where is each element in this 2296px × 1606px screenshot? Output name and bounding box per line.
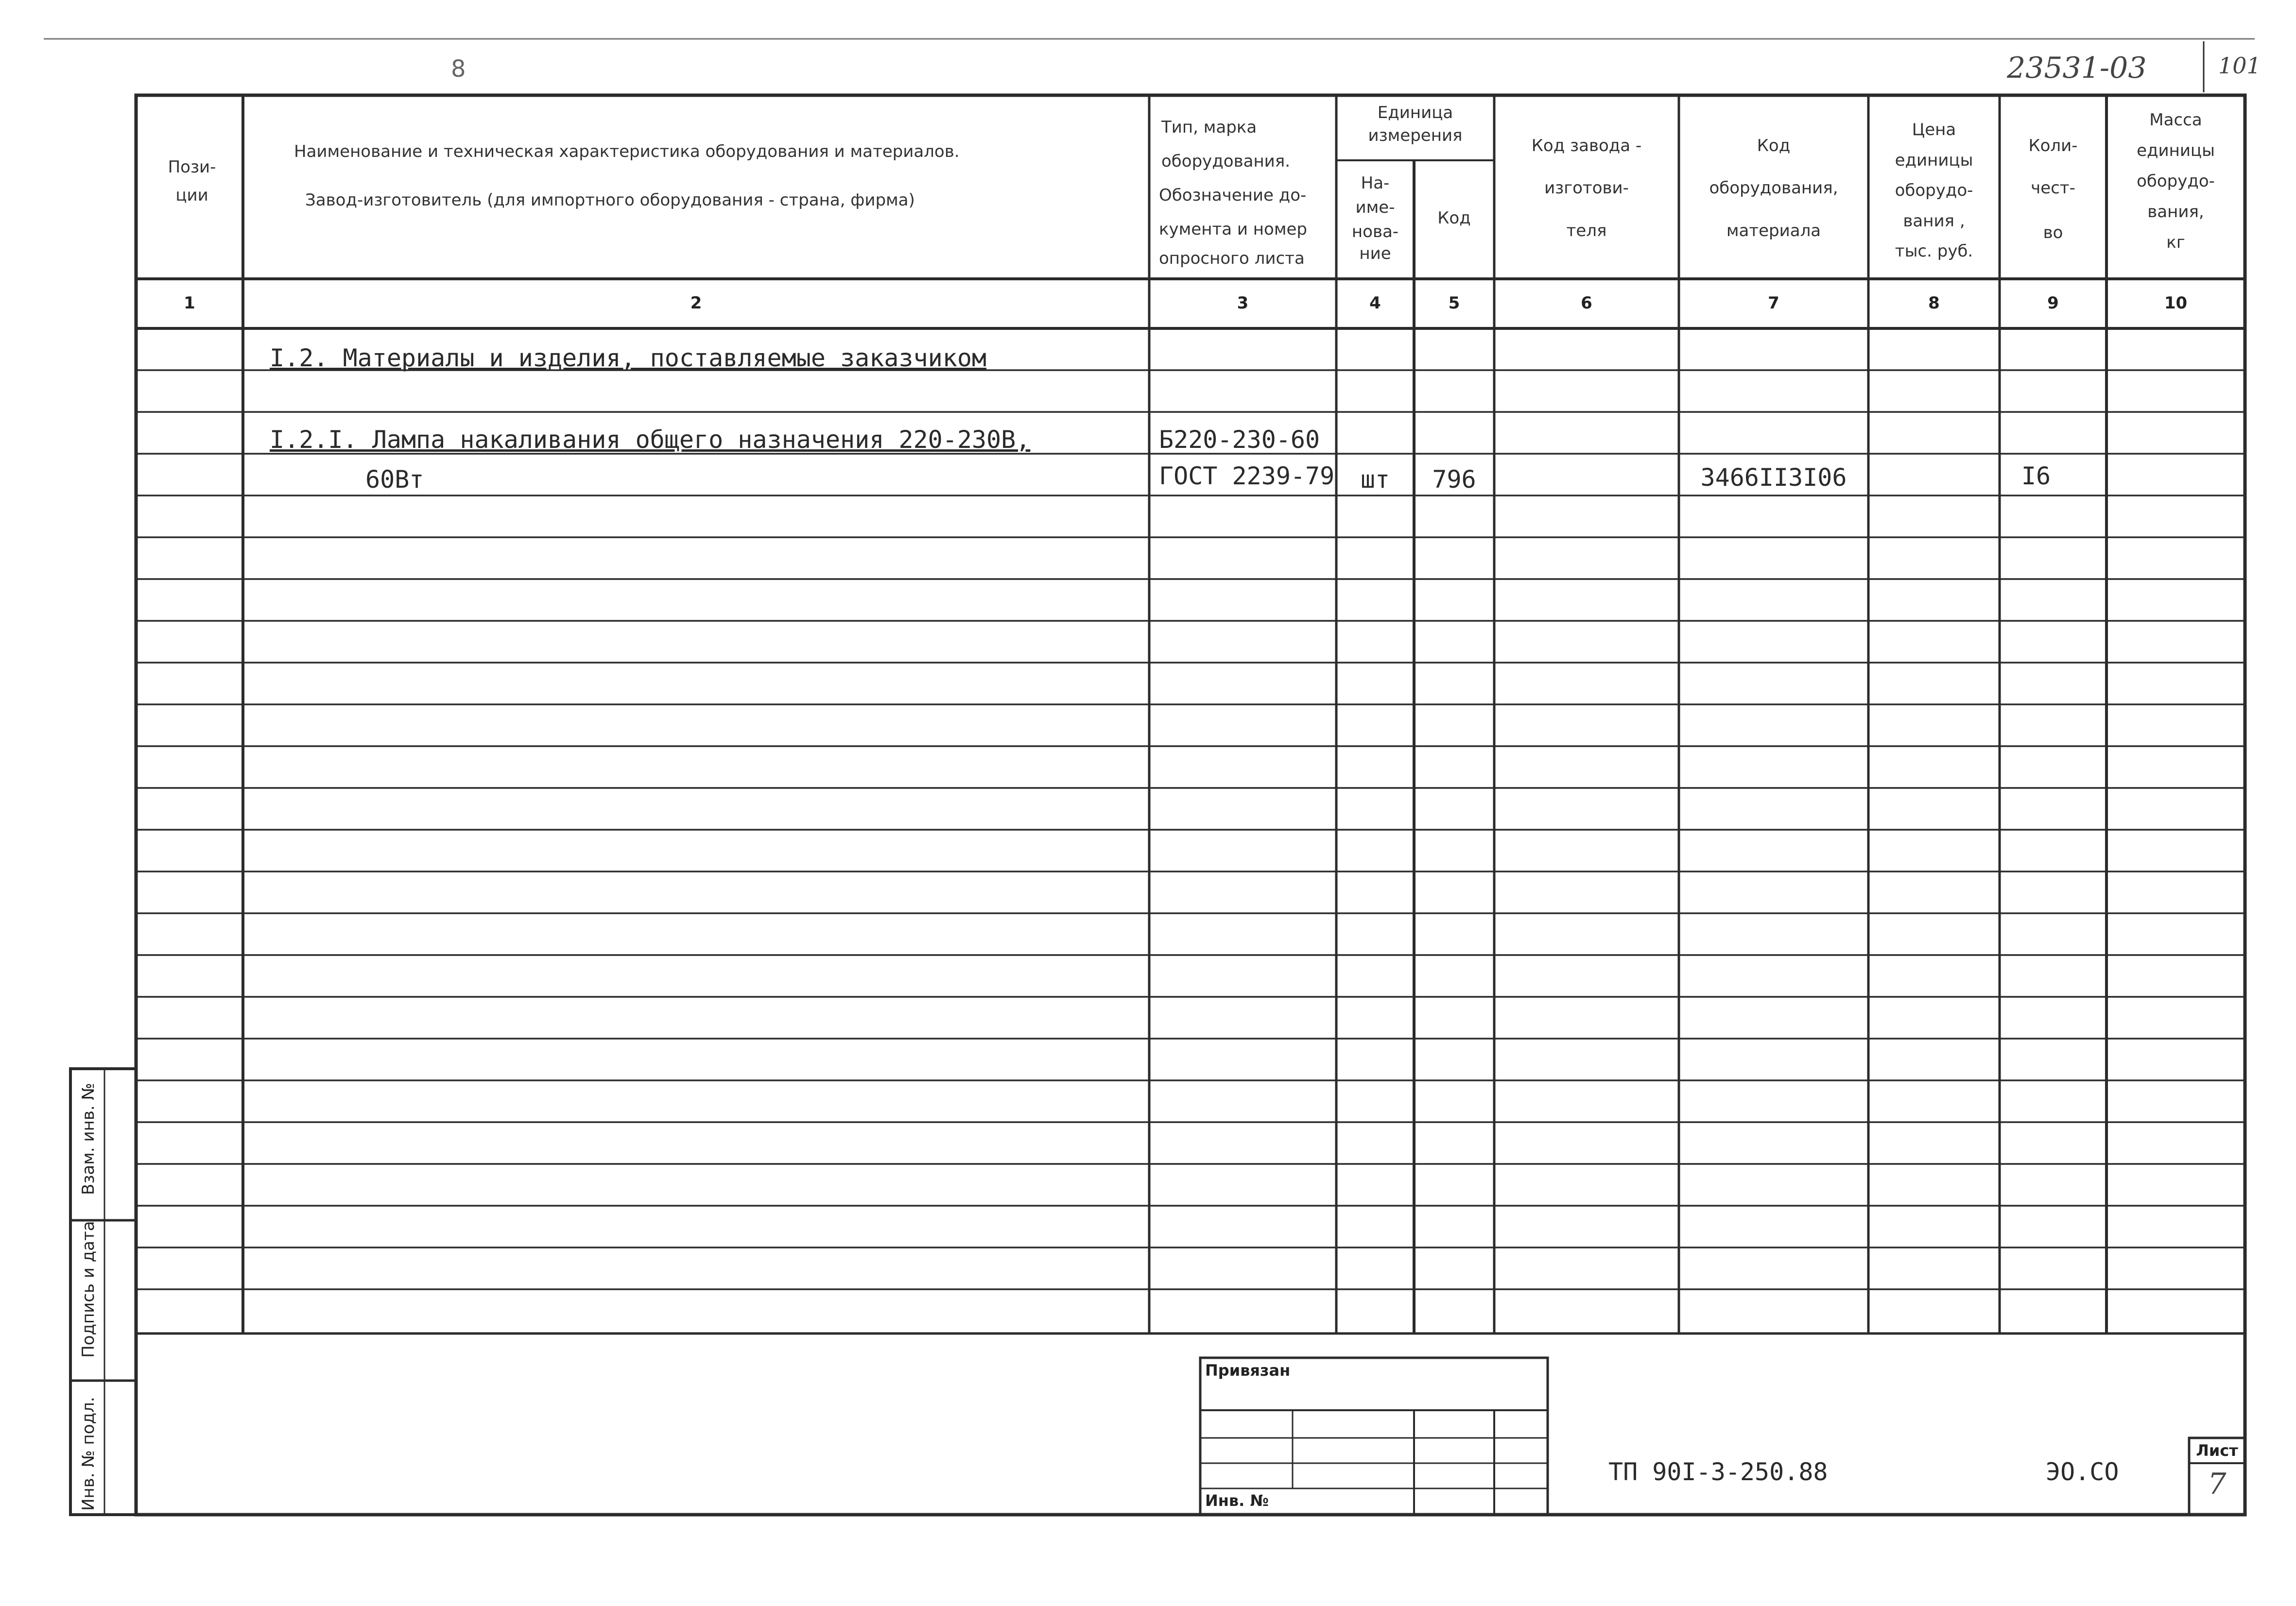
header-col2-line2: Завод-изготовитель (для импортного оборудования - страна, фирма): [305, 190, 915, 210]
header-col10-l2: единицы: [2137, 141, 2215, 160]
page-number: 8: [451, 55, 466, 83]
header-col4-l3: нова-: [1351, 222, 1399, 241]
header-col8-l1: Цена: [1912, 120, 1956, 139]
item-material-code: 3466II3I06: [1700, 463, 1847, 492]
column-number-4: 4: [1369, 293, 1381, 313]
column-number-1: 1: [184, 293, 195, 313]
header-col1: Пози- ции: [168, 157, 216, 205]
header-col3-l5: опросного листа: [1159, 249, 1305, 268]
item-quantity: I6: [2021, 462, 2051, 490]
header-col7-l2: оборудования,: [1709, 178, 1838, 198]
header-col7-l1: Код: [1757, 136, 1791, 155]
header-col6-l3: теля: [1566, 221, 1607, 240]
header-col10-l4: вания,: [2147, 202, 2204, 222]
column-number-2: 2: [690, 293, 702, 313]
header-col4-l2: име-: [1355, 198, 1395, 217]
side-label-inv-podl: Инв. № подл.: [79, 1397, 98, 1511]
item-type-line1: Б220-230-60: [1159, 426, 1320, 454]
header-col3-l4: кумента и номер: [1159, 220, 1307, 239]
sheet-number: 7: [2208, 1467, 2227, 1501]
stamp-inv-no: Инв. №: [1205, 1491, 1269, 1510]
header-col10-l3: оборудо-: [2137, 171, 2215, 191]
column-number-10: 10: [2164, 293, 2188, 313]
header-col10-l1: Масса: [2149, 110, 2202, 130]
header-col7-l3: материала: [1726, 221, 1821, 240]
header-col3-l2: оборудования.: [1161, 152, 1291, 171]
header-unit-l2: измерения: [1368, 126, 1463, 145]
header-col9-l3: во: [2043, 223, 2063, 242]
project-code: ТП 90I-3-250.88: [1608, 1458, 1828, 1486]
column-number-7: 7: [1768, 293, 1779, 313]
side-label-vzam: Взам. инв. №: [79, 1083, 98, 1195]
sheet-label: Лист: [2196, 1441, 2238, 1460]
header-col3-l3: Обозначение до-: [1159, 186, 1307, 205]
column-number-6: 6: [1581, 293, 1592, 313]
header-col8-l4: вания ,: [1903, 211, 1965, 231]
header-col8-l3: оборудо-: [1895, 181, 1973, 200]
header-col4-l1: На-: [1361, 173, 1390, 193]
column-number-5: 5: [1448, 293, 1460, 313]
header-col10-l5: кг: [2166, 233, 2185, 252]
header-col5: Код: [1437, 208, 1471, 228]
header-col6-l2: изготови-: [1544, 178, 1629, 198]
header-col9-l1: Коли-: [2028, 136, 2078, 155]
item-unit-code: 796: [1432, 465, 1476, 494]
stamp-privyazan: Привязан: [1205, 1361, 1291, 1380]
column-number-8: 8: [1928, 293, 1940, 313]
header-col3-l1: Тип, марка: [1161, 118, 1257, 137]
item-unit: шт: [1360, 465, 1390, 494]
header-col4-l4: ние: [1359, 244, 1391, 263]
item-name-line2: 60Вт: [365, 465, 424, 494]
header-col6-l1: Код завода -: [1531, 136, 1642, 155]
column-number-9: 9: [2047, 293, 2059, 313]
section-title: I.2. Материалы и изделия, поставляемые заказчиком: [270, 344, 987, 372]
side-label-podpis: Подпись и дата: [79, 1221, 98, 1358]
item-type-line2: ГОСТ 2239-79: [1159, 462, 1335, 490]
sheet-mark: 101: [2218, 52, 2261, 79]
header-col9-l2: чест-: [2031, 178, 2075, 198]
header-unit-l1: Единица: [1377, 103, 1453, 122]
header-col8-l5: тыс. руб.: [1895, 241, 1973, 261]
section-code: ЭО.СО: [2046, 1458, 2119, 1486]
item-name-line1: I.2.I. Лампа накаливания общего назначения 220-230В,: [270, 426, 1031, 454]
header-col2-line1: Наименование и техническая характеристика оборудования и материалов.: [294, 142, 960, 161]
header-col8-l2: единицы: [1895, 151, 1973, 170]
column-number-3: 3: [1237, 293, 1249, 313]
document-number: 23531-03: [2007, 51, 2147, 85]
